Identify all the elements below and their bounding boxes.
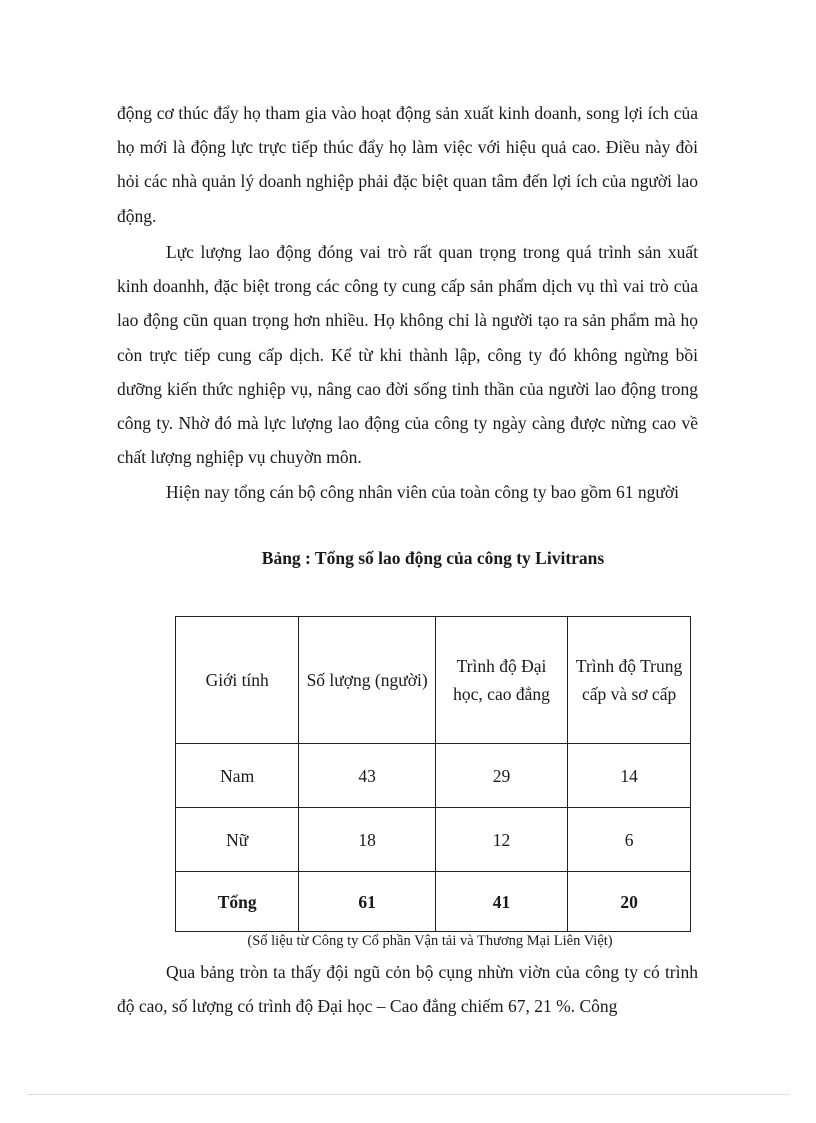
header-university: Trình độ Đại học, cao đẳng xyxy=(435,617,567,744)
cell-quantity: 18 xyxy=(299,808,435,872)
cell-intermediate: 14 xyxy=(568,744,691,808)
header-quantity: Số lượng (người) xyxy=(299,617,435,744)
header-gender: Giới tính xyxy=(176,617,299,744)
row-label: Nam xyxy=(176,744,299,808)
total-label: Tổng xyxy=(176,872,299,932)
table-caption: Bảng : Tổng số lao động của công ty Livitrans xyxy=(261,548,605,568)
page-footer-divider xyxy=(28,1094,788,1095)
paragraph-text: động cơ thúc đẩy họ tham gia vào hoạt động sản xuất kinh doanh, song lợi ích của họ mới là động lực trực tiếp thúc đẩy họ làm việc với hiệu quả cao. Điều này đòi hỏi các nhà quản lý doanh nghiệp phải đặc biệt quan tâm đến lợi ích của người lao động. xyxy=(117,103,698,226)
table-total-row xyxy=(176,872,691,932)
paragraph-text: Qua bảng tròn ta thấy đội ngũ cỏn bộ cụng nhừn viờn của công ty có trình độ cao, số lượng có trình độ Đại học – Cao đẳng chiếm 67, 21 %. Công xyxy=(117,962,698,1017)
paragraph-analysis xyxy=(117,955,698,1023)
table-row xyxy=(176,744,691,808)
paragraph-staff-count xyxy=(117,475,698,509)
paragraph-text: Lực lượng lao động đóng vai trò rất quan trọng trong quá trình sản xuất kinh doanhh, đặc biệt trong các công ty cung cấp sản phẩm dịch vụ thì vai trò của lao động cũn quan trọng hơn nhiều. Họ không chỉ là người tạo ra sản phẩm mà họ còn trực tiếp cung cấp dịch. Kể từ khi thành lập, công ty đó không ngừng bồi dưỡng kiến thức nghiệp vụ, nâng cao đời sống tinh thần của người lao động trong công ty. Nhờ đó mà lực lượng lao động của công ty ngày càng được nừng cao về chất lượng nghiệp vụ chuyờn môn. xyxy=(117,242,698,468)
total-university: 41 xyxy=(435,872,567,932)
cell-university: 29 xyxy=(435,744,567,808)
table-source-note: (Số liệu từ Công ty Cổ phần Vận tải và Thương Mại Liên Việt) xyxy=(247,933,613,949)
cell-university: 12 xyxy=(435,808,567,872)
labor-table xyxy=(175,616,691,932)
paragraph-workforce-role xyxy=(117,235,698,474)
table-row xyxy=(176,808,691,872)
paragraph-text: Hiện nay tổng cán bộ công nhân viên của toàn công ty bao gồm 61 người xyxy=(166,482,679,502)
row-label: Nữ xyxy=(176,808,299,872)
paragraph-intro xyxy=(117,96,698,233)
header-intermediate: Trình độ Trung cấp và sơ cấp xyxy=(568,617,691,744)
table-header-row xyxy=(176,617,691,744)
cell-intermediate: 6 xyxy=(568,808,691,872)
total-intermediate: 20 xyxy=(568,872,691,932)
total-quantity: 61 xyxy=(299,872,435,932)
cell-quantity: 43 xyxy=(299,744,435,808)
